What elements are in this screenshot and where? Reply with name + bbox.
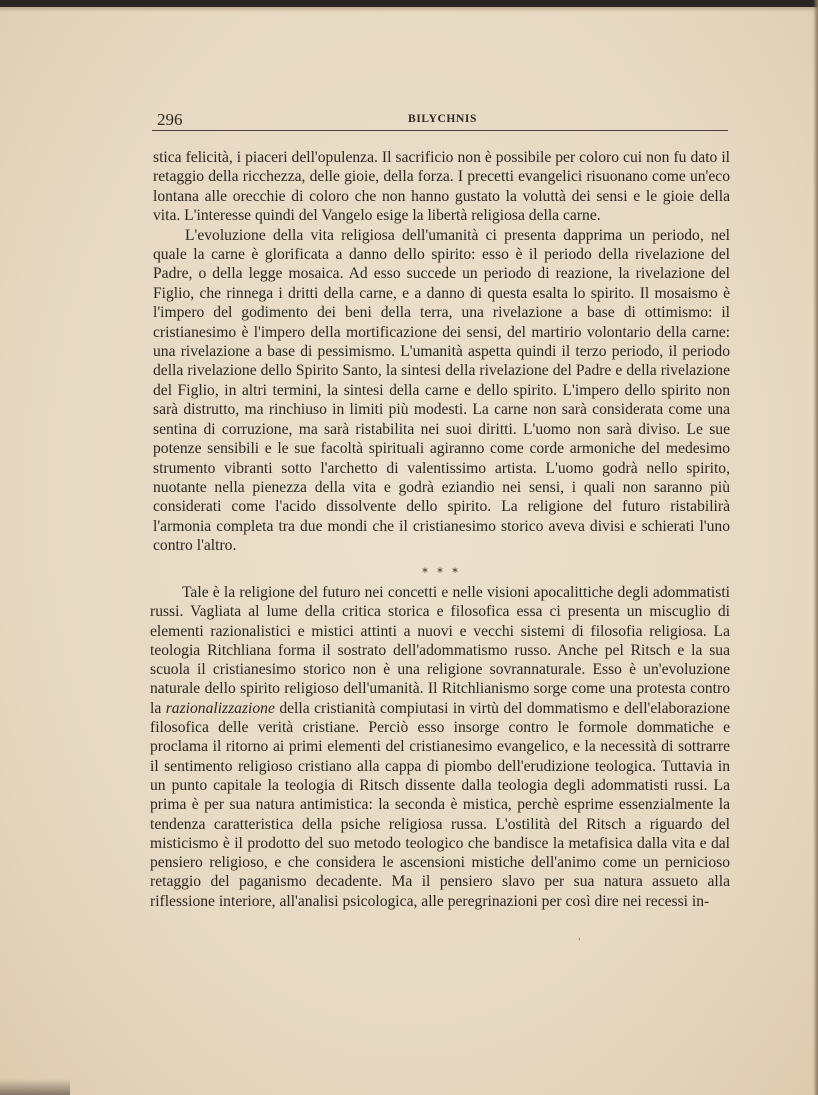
scan-top-shadow (0, 7, 818, 12)
page-header (157, 110, 728, 130)
paragraph-religion-future (150, 583, 730, 911)
section-separator: * * * (422, 566, 461, 579)
body-text-top (153, 148, 730, 556)
running-head: BILYCHNIS (408, 113, 477, 125)
scan-bottom-smudge (0, 1079, 70, 1095)
paragraph-text-start: Tale è la religione del futuro nei concetti e nelle visioni apocalittiche degli adommatisti russi. Vagliata al lume della critica storica e filosofica essa ci presenta un miscuglio di elementi razionalistici e mistici attinti a nuovi e vecchi sistemi di filosofia religiosa. La teologia Ritchliana forma il sostrato dell'adommatismo russo. Anche pel Ritsch e la sua scuola il cristianesimo storico non è una religione sovrannaturale. Esso è un'evoluzione naturale dello spirito religioso dell'umanità. Il Ritchlianismo sorge come una protesta contro la (150, 584, 730, 717)
italic-term: razionalizzazione (165, 699, 275, 717)
body-text-bottom (150, 583, 730, 911)
header-rule (152, 130, 728, 131)
paragraph-text-end: della cristianità compiutasi in virtù del dommatismo e dell'elaborazione filosofica delle verità cristiane. Perciò esso insorge contro le formole dommatiche e proclama il ritorno ai primi elementi del cristianesimo evangelico, e la necessità di sottrarre il sentimento religioso cristiano alla cappa di piombo dell'erudizione teologica. Tuttavia in un punto capitale la teologia di Ritsch dissente dalla teologia degli adommatisti russi. La prima è per sua natura antimistica: la seconda è mistica, perchè esprime essenzialmente la tendenza caratteristica della psiche religiosa russa. L'ostilità del Ritsch a riguardo del misticismo è il prodotto del suo metodo teologico che bandisce la metafisica dalla vita e dal pensiero religioso, e che considera le ascensioni mistiche dell'animo come un pernicioso retaggio del paganismo decadente. Ma il pensiero slavo per sua natura assueto alla riflessione interiore, all'analisi psicologica, alle peregrinazioni per così dire nei recessi in- (150, 699, 731, 910)
stray-mark: , (578, 930, 581, 942)
page-number: 296 (157, 110, 183, 129)
paragraph-evolution: L'evoluzione della vita religiosa dell'umanità ci presenta dapprima un periodo, nel quale la carne è glorificata a danno dello spirito: esso è il periodo della rivelazione del Padre, o della legge mosaica. Ad esso succede un periodo di reazione, la rivelazione del Figlio, che rinnega i dritti della carne, e a danno di questa esalta lo spirito. Il mosaismo è l'impero del godimento dei beni della terra, una rivelazione a base di ottimismo: il cristianesimo è l'impero della mortificazione dei sensi, del martirio volontario della carne: una rivelazione a base di pessimismo. L'umanità aspetta quindi il terzo periodo, il periodo della rivelazione dello Spirito Santo, la sintesi della rivelazione del Padre e della rivelazione del Figlio, in altri termini, la sintesi della carne e dello spirito. L'impero dello spirito non sarà distrutto, ma rinchiuso in limiti più modesti. La carne non sarà considerata come una sentina di corruzione, ma sarà ristabilita nei suoi diritti. L'uomo non sarà diviso. Le sue potenze sensibili e le sue facoltà spirituali agiranno come corde armoniche del medesimo strumento vibranti sotto l'archetto di valentissimo artista. L'uomo godrà nello spirito, nuotante nella pienezza della vita e godrà eziandio nei sensi, i quali non saranno più considerati come l'acido dissolvente dello spirito. La religione del futuro ristabilirà l'armonia completa tra due mondi che il cristianesimo storico aveva divisi e schierati l'uno contro l'altro. (153, 226, 730, 555)
paragraph-continuation: stica felicità, i piaceri dell'opulenza. Il sacrificio non è possibile per coloro cui non fu dato il retaggio della ricchezza, delle gioie, della forza. I precetti evangelici risuonano come un'eco lontana alle orecchie di coloro che non hanno gustato la voluttà dei sensi e le gioie della vita. L'interesse quindi del Vangelo esige la libertà religiosa della carne. (153, 149, 730, 225)
scan-right-edge (813, 0, 818, 1095)
scan-top-edge (0, 0, 818, 7)
